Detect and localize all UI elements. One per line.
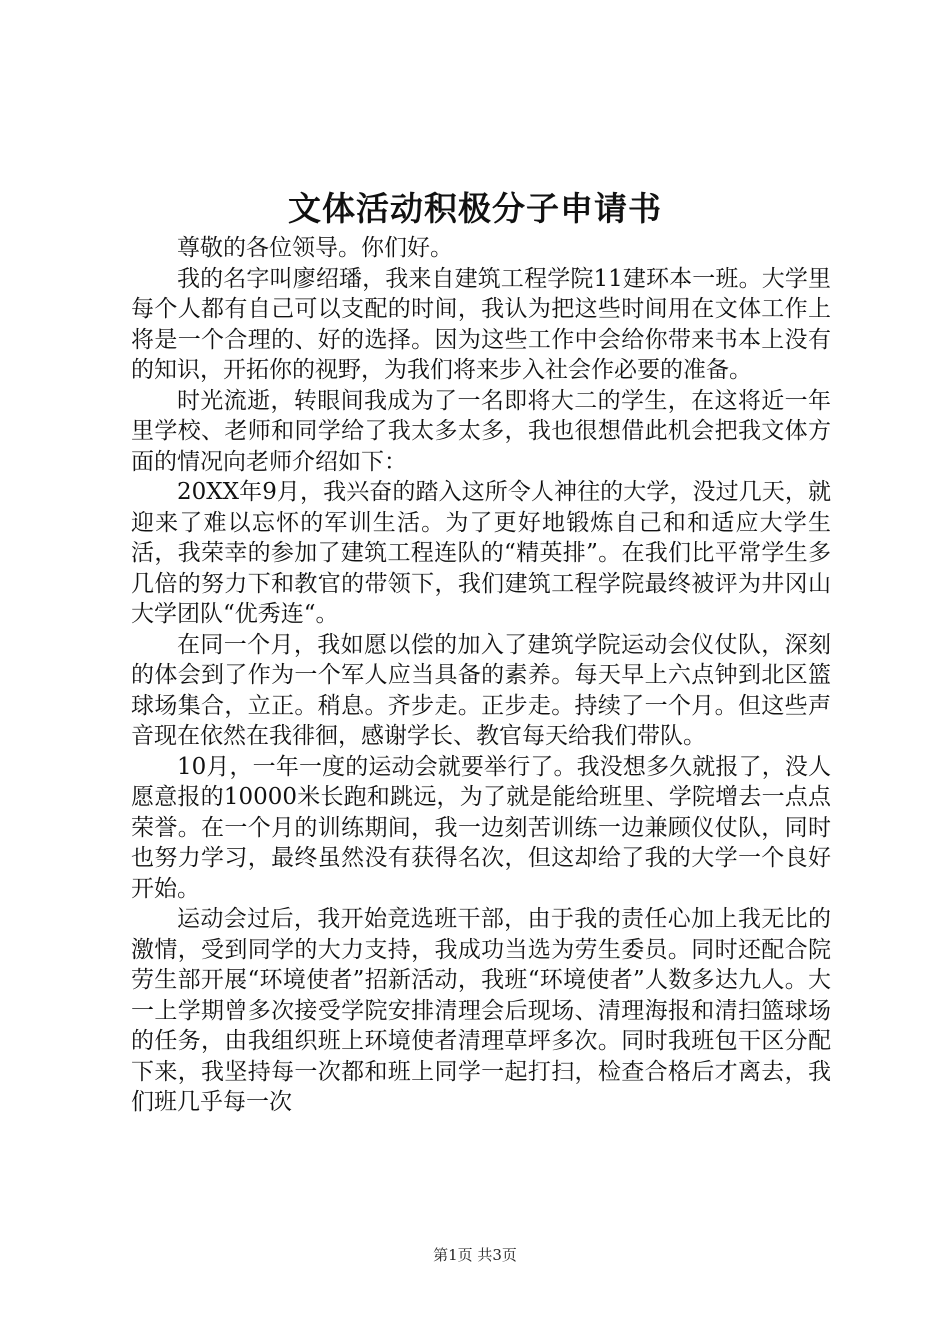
paragraph-military-training: 20XX年9月，我兴奋的踏入这所令人神往的大学，没过几天，就迎来了难以忘怀的军训生活。为了更好地锻炼自己和和适应大学生活，我荣幸的参加了建筑工程连队的“精英排”。在我们比平常学生多几倍的努力下和教官的带领下，我们建筑工程学院最终被评为井冈山大学团队“优秀连“。 xyxy=(131,479,831,627)
paragraph-sports-meet: 10月，一年一度的运动会就要举行了。我没想多久就报了，没人愿意报的10000米长跑和跳远，为了就是能给班里、学院增去一点点荣誉。在一个月的训练期间，我一边刻苦训练一边兼顾仪仗队，同时也努力学习，最终虽然没有获得名次，但这却给了我的大学一个良好开始。 xyxy=(131,753,831,902)
document-body xyxy=(131,233,831,1118)
page-number-footer: 第1页 共3页 xyxy=(433,1246,517,1264)
paragraph-greeting: 尊敬的各位领导。你们好。 xyxy=(177,235,453,261)
paragraph-introduction: 我的名字叫廖绍璠，我来自建筑工程学院11建环本一班。大学里每个人都有自己可以支配的时间，我认为把这些时间用在文体工作上将是一个合理的、好的选择。因为这些工作中会给你带来书本上没有的知识，开拓你的视野，为我们将来步入社会作必要的准备。 xyxy=(131,265,831,383)
document-title: 文体活动积极分子申请书 xyxy=(288,189,662,228)
paragraph-class-committee: 运动会过后，我开始竞选班干部，由于我的责任心加上我无比的激情，受到同学的大力支持，我成功当选为劳生委员。同时还配合院劳生部开展“环境使者”招新活动，我班“环境使者”人数多达九人。大一上学期曾多次接受学院安排清理会后现场、清理海报和清扫篮球场的任务，由我组织班上环境使者清理草坪多次。同时我班包干区分配下来，我坚持每一次都和班上同学一起打扫，检查合格后才离去，我们班几乎每一次 xyxy=(131,906,831,1115)
paragraph-honor-guard: 在同一个月，我如愿以偿的加入了建筑学院运动会仪仗队，深刻的体会到了作为一个军人应当具备的素养。每天早上六点钟到北区篮球场集合，立正。稍息。齐步走。正步走。持续了一个月。但这些声音现在依然在我徘徊，感谢学长、教官每天给我们带队。 xyxy=(131,631,831,749)
paragraph-overview: 时光流逝，转眼间我成为了一名即将大二的学生，在这将近一年里学校、老师和同学给了我太多太多，我也很想借此机会把我文体方面的情况向老师介绍如下： xyxy=(131,387,831,475)
